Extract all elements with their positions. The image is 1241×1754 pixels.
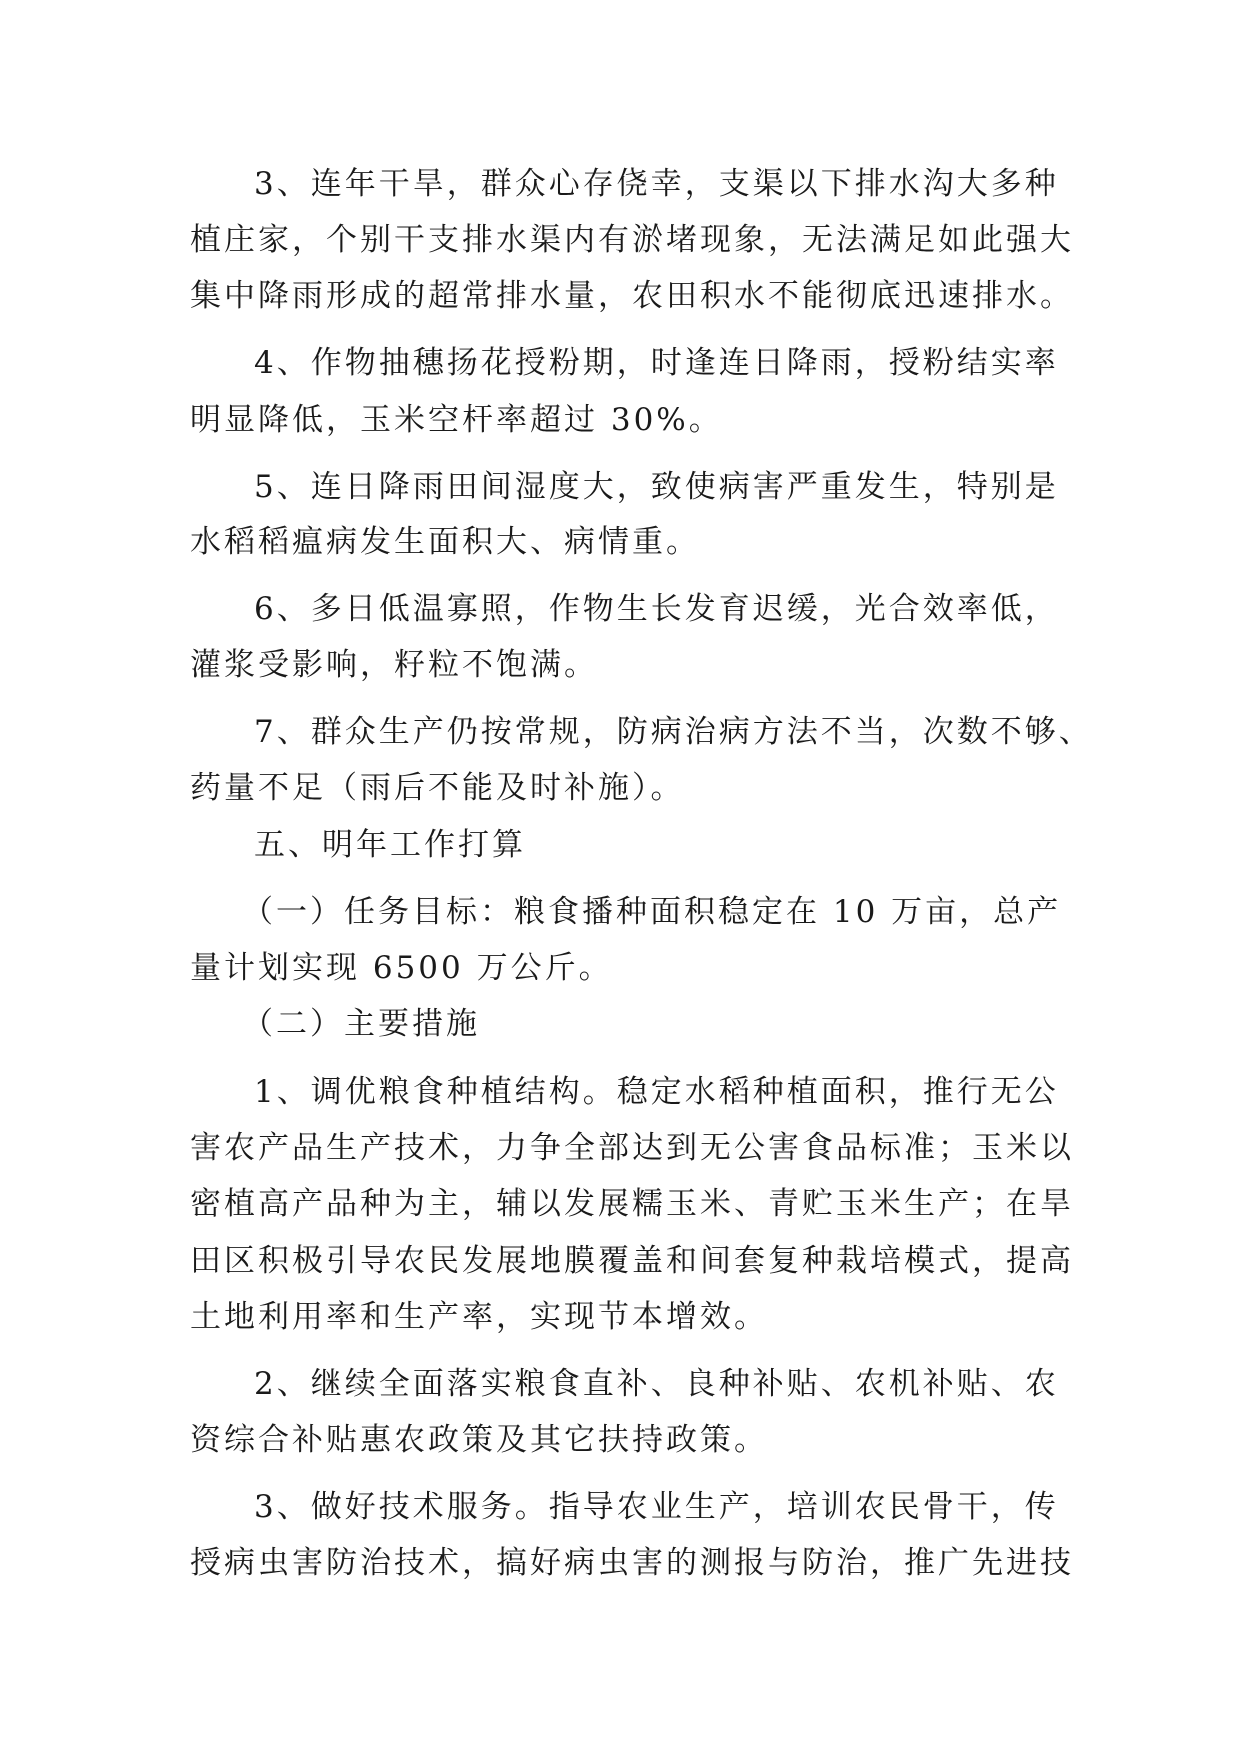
paragraph-line: 6、多日低温寡照，作物生长发育迟缓，光合效率低， — [254, 591, 1059, 627]
paragraph-line: 密植高产品种为主，辅以发展糯玉米、青贮玉米生产；在旱 — [190, 1186, 1074, 1222]
paragraph-line: 4、作物抽穗扬花授粉期，时逢连日降雨，授粉结实率 — [254, 345, 1059, 381]
paragraph-line: 灌浆受影响，籽粒不饱满。 — [190, 647, 598, 683]
paragraph-line: 植庄家，个别干支排水渠内有淤堵现象，无法满足如此强大 — [190, 222, 1074, 258]
paragraph-line: 土地利用率和生产率，实现节本增效。 — [190, 1299, 768, 1335]
paragraph-line: 3、做好技术服务。指导农业生产，培训农民骨干，传 — [254, 1489, 1059, 1525]
section-heading: 五、明年工作打算 — [254, 827, 526, 863]
paragraph-line: 明显降低，玉米空杆率超过 30%。 — [190, 402, 723, 438]
paragraph-line: 授病虫害防治技术，搞好病虫害的测报与防治，推广先进技 — [190, 1545, 1074, 1581]
paragraph-line: 集中降雨形成的超常排水量，农田积水不能彻底迅速排水。 — [190, 278, 1074, 314]
paragraph-line: （一）任务目标：粮食播种面积稳定在 10 万亩，总产 — [242, 894, 1062, 930]
paragraph-line: 药量不足（雨后不能及时补施）。 — [190, 770, 685, 806]
paragraph-line: 2、继续全面落实粮食直补、良种补贴、农机补贴、农 — [254, 1366, 1059, 1402]
paragraph-line: 资综合补贴惠农政策及其它扶持政策。 — [190, 1422, 768, 1458]
paragraph-line: 7、群众生产仍按常规，防病治病方法不当，次数不够、 — [254, 714, 1093, 750]
paragraph-line: 1、调优粮食种植结构。稳定水稻种植面积，推行无公 — [254, 1074, 1059, 1110]
paragraph-line: 5、连日降雨田间湿度大，致使病害严重发生，特别是 — [254, 469, 1059, 505]
paragraph-line: 田区积极引导农民发展地膜覆盖和间套复种栽培模式，提高 — [190, 1243, 1074, 1279]
paragraph-line: 水稻稻瘟病发生面积大、病情重。 — [190, 524, 700, 560]
paragraph-line: 3、连年干旱，群众心存侥幸，支渠以下排水沟大多种 — [254, 166, 1059, 202]
paragraph-line: 害农产品生产技术，力争全部达到无公害食品标准；玉米以 — [190, 1130, 1074, 1166]
subsection-heading: （二）主要措施 — [242, 1006, 480, 1042]
paragraph-line: 量计划实现 6500 万公斤。 — [190, 950, 613, 986]
